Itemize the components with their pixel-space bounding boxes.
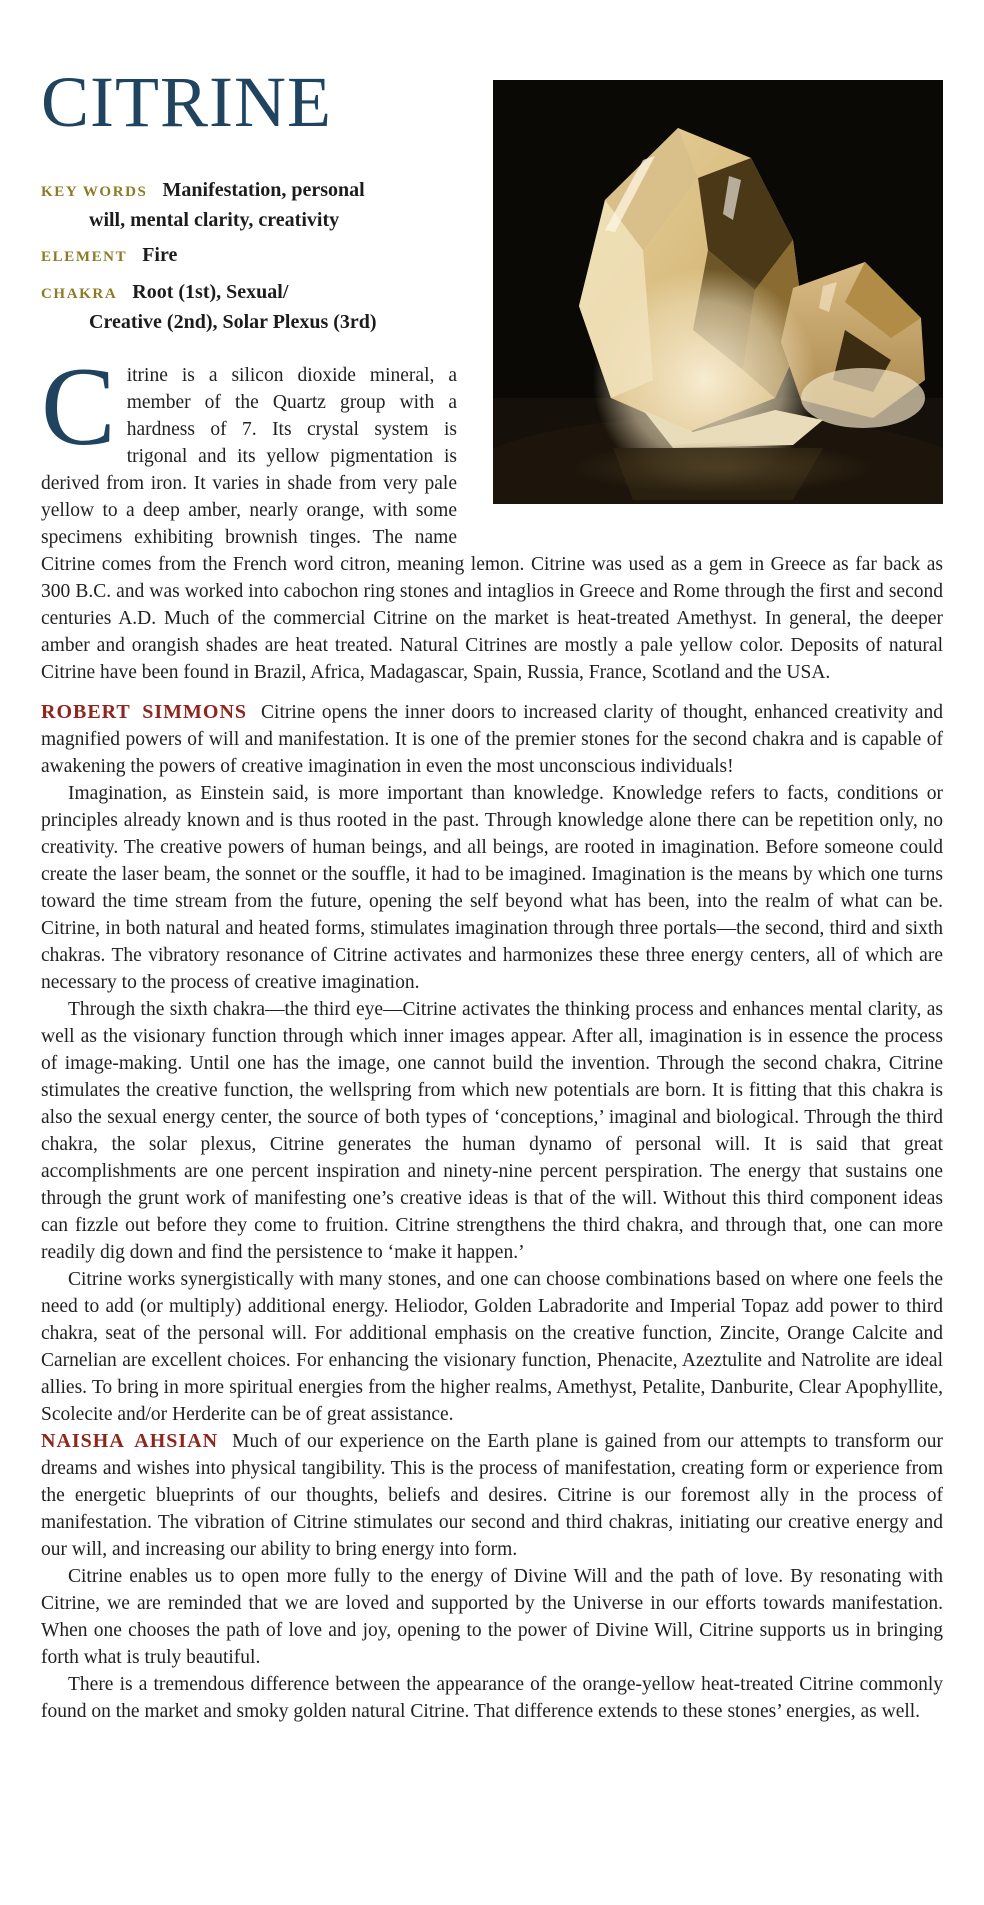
drop-cap: C xyxy=(41,345,116,469)
property-value: Manifestation, personal will, mental clarity, creativity xyxy=(89,179,365,231)
property-row xyxy=(41,176,471,234)
intro-text: itrine is a silicon dioxide mineral, a member of the Quartz group with a hardness of 7. Its crystal system is trigonal and its yellow pigmentation is derived from iron. It varies in shade from very pale yellow to a deep amber, nearly orange, with some specimens exhibiting brownish tinges. The name Citrine comes from the French word citron, meaning lemon. Citrine was used as a gem in Greece as far back as 300 B.C. and was worked into cabochon ring stones and intaglios in Greece and Rome through the first and second centuries A.D. Much of the commercial Citrine on the market is heat-treated Amethyst. In general, the deeper amber and orangish shades are heat treated. Natural Citrines are mostly a pale yellow color. Deposits of natural Citrine have been found in Brazil, Africa, Madagascar, Spain, Russia, France, Scotland and the USA. xyxy=(41,365,943,683)
commentary-section xyxy=(41,1428,943,1725)
property-value: Root (1st), Sexual/ Creative (2nd), Solar Plexus (3rd) xyxy=(89,281,377,333)
body-paragraph: ROBERT SIMMONS Citrine opens the inner doors to increased clarity of thought, enhanced creativity and magnified powers of will and manifestation. It is one of the premier stones for the second chakra and is capable of awakening the powers of creative imagination in even the most unconscious individuals! xyxy=(41,701,944,777)
commentary-section xyxy=(41,699,943,1428)
sections xyxy=(41,699,943,1725)
citrine-photo xyxy=(493,80,943,504)
body-paragraph: Imagination, as Einstein said, is more important than knowledge. Knowledge refers to facts, conditions or principles already known and is thus rooted in the past. Through knowledge alone there can be repetition only, no creativity. The creative powers of human beings, and all beings, are rooted in imagination. Before someone could create the laser beam, the sonnet or the souffle, it had to be imagined. Imagination is the means by which one turns toward the time stream from the future, opening the self beyond what has been, into the realm of what can be. Citrine, in both natural and heated forms, stimulates imagination through three portals—the second, third and sixth chakras. The vibratory resonance of Citrine activates and harmonizes these three energy centers, all of which are necessary to the process of creative imagination. xyxy=(41,783,943,993)
citrine-crystal-illustration xyxy=(493,80,943,504)
section-heading: ROBERT SIMMONS xyxy=(41,701,248,723)
body-paragraph: There is a tremendous difference between the appearance of the orange-yellow heat-treated Citrine commonly found on the market and smoky golden natural Citrine. That difference extends to these stones’ energies, as well. xyxy=(41,1674,943,1722)
body-paragraph: Citrine enables us to open more fully to the energy of Divine Will and the path of love. By resonating with Citrine, we are reminded that we are loved and supported by the Universe in our efforts towards manifestation. When one chooses the path of love and joy, opening to the power of Divine Will, Citrine supports us in bringing forth what is truly beautiful. xyxy=(41,1566,943,1668)
property-label: ELEMENT xyxy=(41,249,128,265)
body-paragraph: NAISHA AHSIAN Much of our experience on the Earth plane is gained from our attempts to transform our dreams and wishes into physical tangibility. This is the process of manifestation, creating form or experience from the energetic blueprints of our thoughts, beliefs and desires. Citrine is our foremost ally in the process of manifestation. The vibration of Citrine stimulates our second and third chakras, initiating our creative energy and our will, and increasing our ability to bring energy into form. xyxy=(41,1430,943,1560)
property-row xyxy=(41,278,471,336)
property-row xyxy=(41,241,471,271)
property-label: KEY WORDS xyxy=(41,184,148,200)
body-paragraph: Through the sixth chakra—the third eye—Citrine activates the thinking process and enhances mental clarity, as well as the visionary function through which inner images appear. After all, imagination is in essence the process of image-making. Until one has the image, one cannot build the invention. Through the second chakra, Citrine stimulates the creative function, the wellspring from which new potentials are born. It is fitting that this chakra is also the sexual energy center, the source of both types of ‘conceptions,’ imaginal and biological. Through the third chakra, the solar plexus, Citrine generates the human dynamo of personal will. It is said that great accomplishments are one percent inspiration and ninety-nine percent perspiration. The energy that sustains one through the grunt work of manifesting one’s creative ideas is that of the will. Without this third component ideas can fizzle out before they come to fruition. Citrine strengthens the third chakra, and through that, one can more readily dig down and find the persistence to ‘make it happen.’ xyxy=(41,999,943,1263)
property-value: Fire xyxy=(142,244,178,266)
properties-list xyxy=(41,176,471,336)
page-title: CITRINE xyxy=(41,62,332,142)
section-heading: NAISHA AHSIAN xyxy=(41,1430,219,1452)
property-label: CHAKRA xyxy=(41,286,118,302)
body-paragraph: Citrine works synergistically with many stones, and one can choose combinations based on where one feels the need to add (or multiply) additional energy. Heliodor, Golden Labradorite and Imperial Topaz add power to third chakra, seat of the personal will. For additional emphasis on the creative function, Zincite, Orange Calcite and Carnelian are excellent choices. For enhancing the visionary function, Phenacite, Azeztulite and Natrolite are ideal allies. To bring in more spiritual energies from the higher realms, Amethyst, Petalite, Danburite, Clear Apophyllite, Scolecite and/or Herderite can be of great assistance. xyxy=(41,1269,943,1425)
